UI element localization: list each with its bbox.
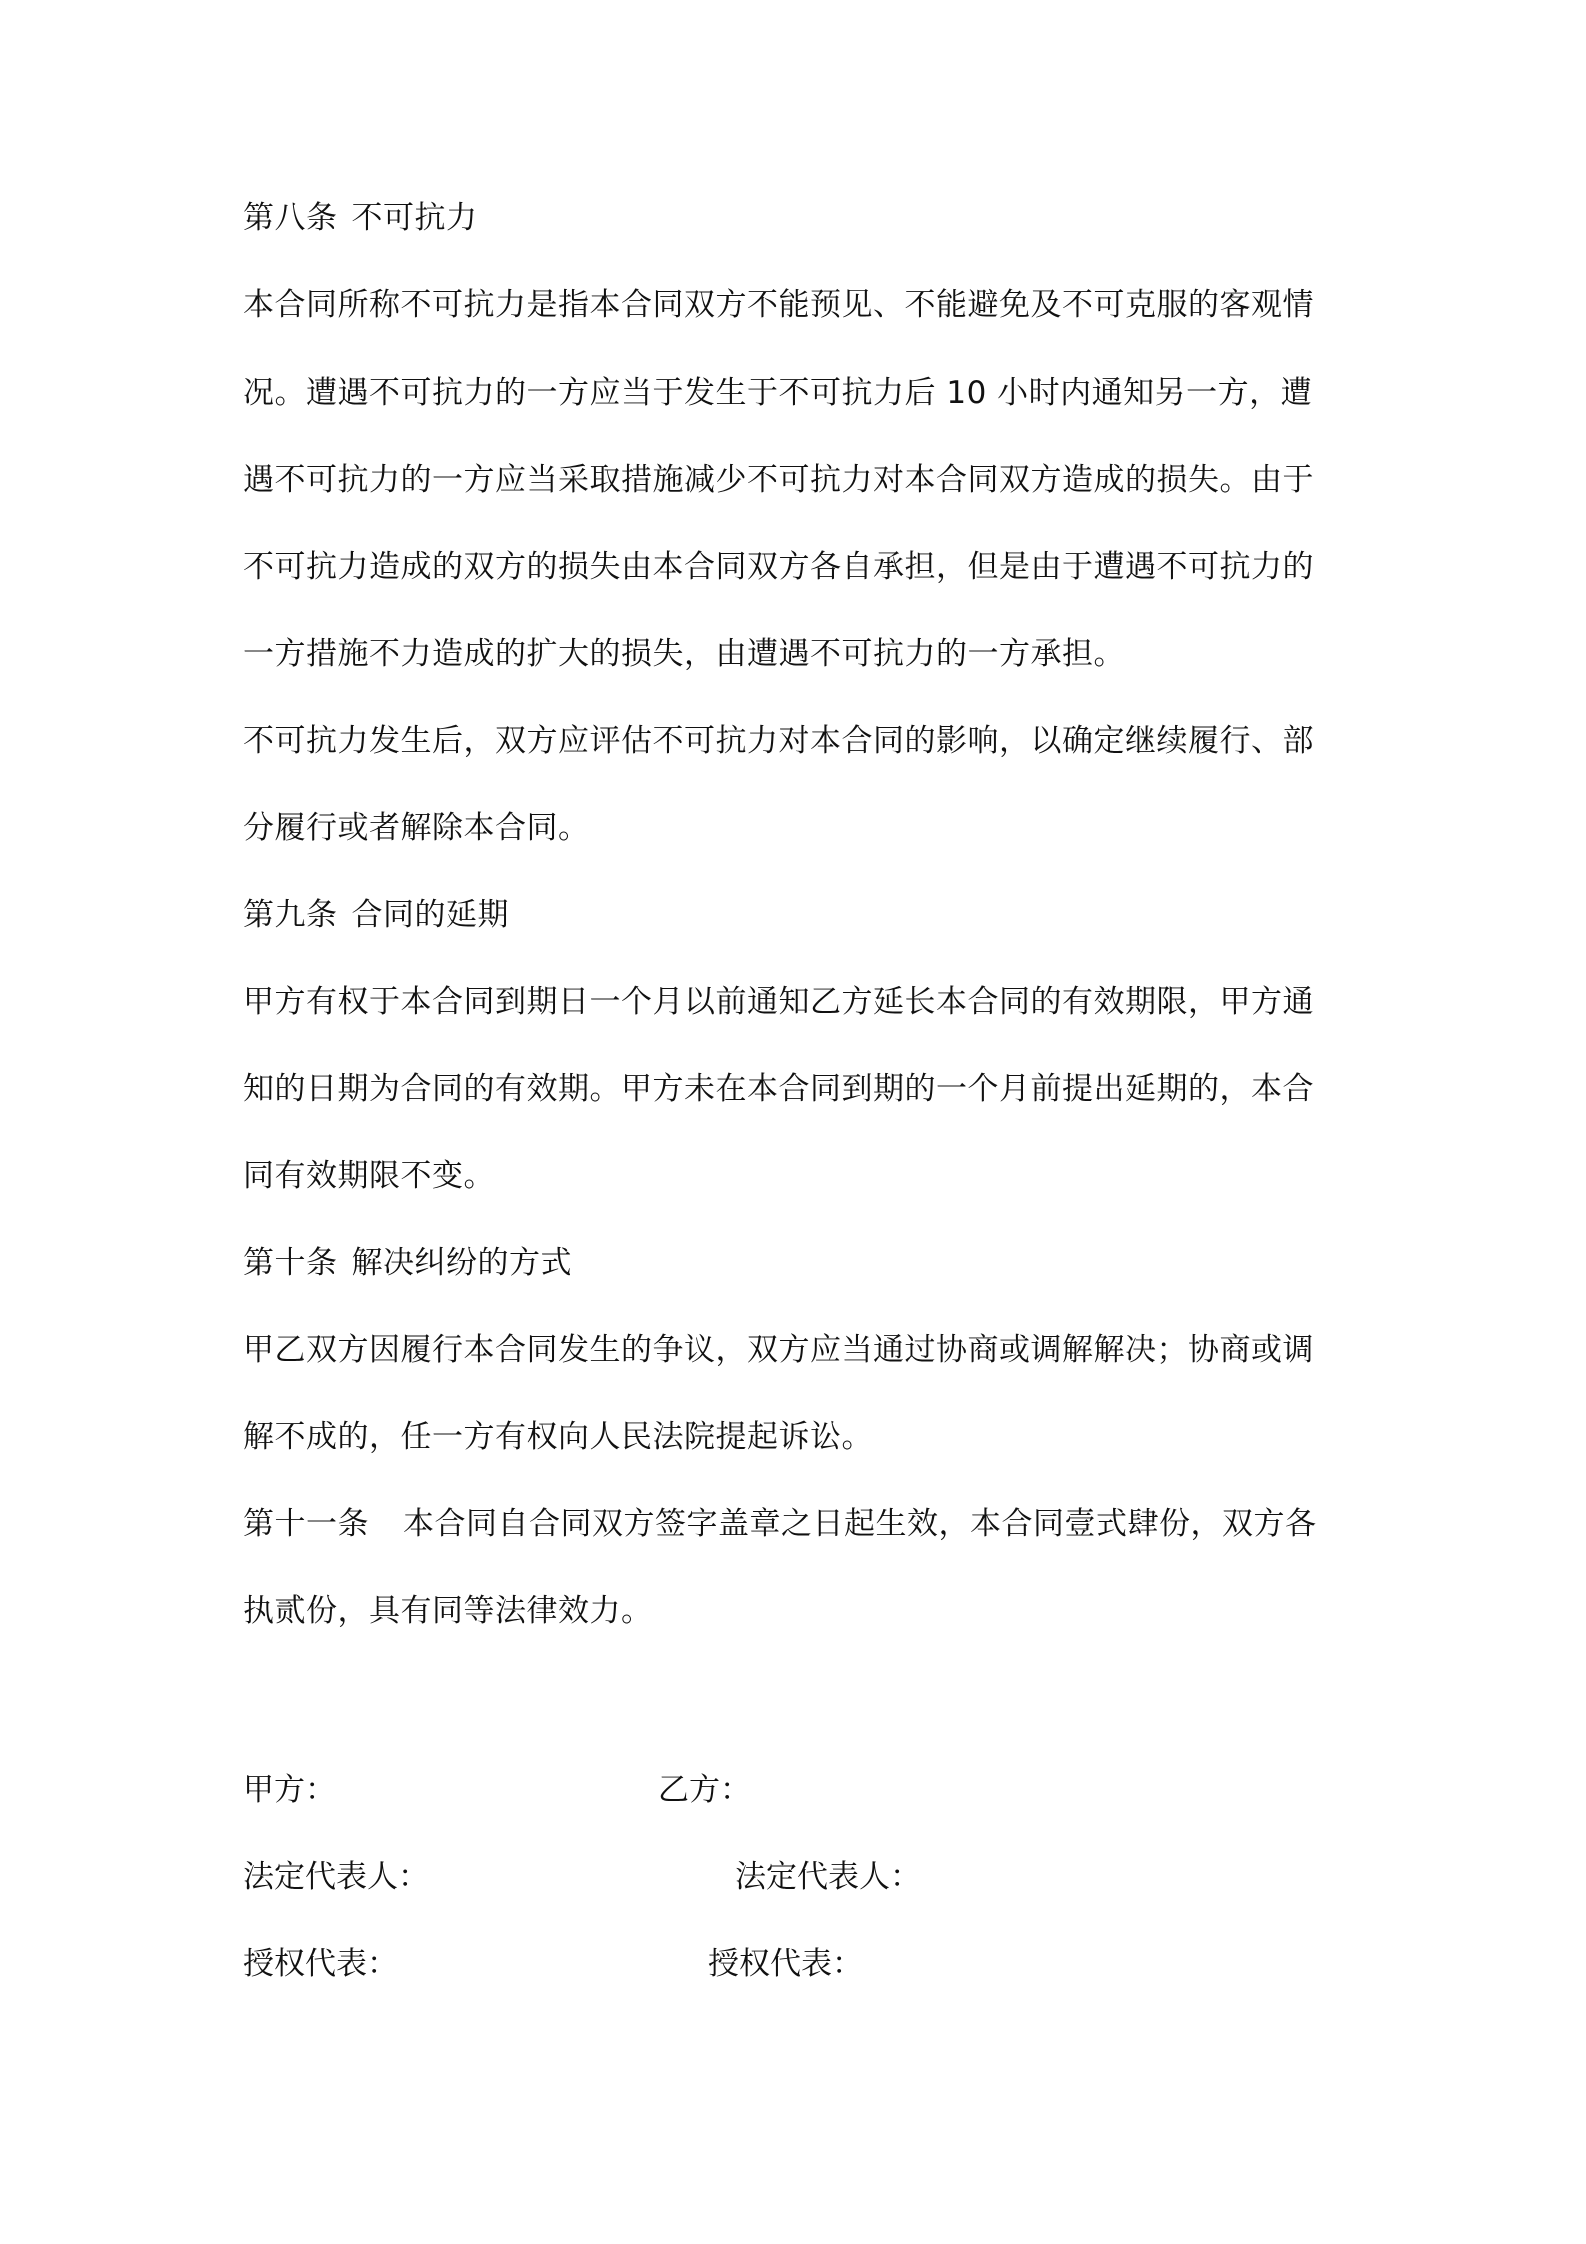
party-a-label: 甲方： xyxy=(243,1772,336,1808)
article-11-line: 执贰份，具有同等法律效力。 xyxy=(243,1593,653,1629)
article-8-line: 不可抗力造成的双方的损失由本合同双方各自承担，但是由于遭遇不可抗力的 xyxy=(243,549,1314,585)
article-8-line: 况。遭遇不可抗力的一方应当于发生于不可抗力后 10 小时内通知另一方，遭 xyxy=(243,375,1313,411)
article-number: 第九条 xyxy=(243,897,338,933)
article-title: 合同的延期 xyxy=(351,897,509,933)
article-10-line: 甲乙双方因履行本合同发生的争议，双方应当通过协商或调解解决；协商或调 xyxy=(243,1332,1314,1368)
party-a-authorized-rep: 授权代表： xyxy=(243,1946,398,1982)
article-title: 不可抗力 xyxy=(351,200,478,236)
article-title: 本合同自合同双方签字盖章之日起生效，本合同壹式肆份，双方各 xyxy=(403,1506,1317,1542)
article-11-heading xyxy=(243,1504,1317,1544)
article-number: 第八条 xyxy=(243,200,338,236)
article-10-line: 解不成的，任一方有权向人民法院提起诉讼。 xyxy=(243,1419,873,1455)
party-a-legal-rep: 法定代表人： xyxy=(243,1859,429,1895)
party-b-legal-rep: 法定代表人： xyxy=(735,1859,921,1895)
article-9-heading xyxy=(243,895,509,935)
article-number: 第十条 xyxy=(243,1245,338,1281)
article-10-heading xyxy=(243,1243,572,1283)
article-8-heading xyxy=(243,198,478,238)
party-b-authorized-rep: 授权代表： xyxy=(708,1946,863,1982)
article-9-line: 同有效期限不变。 xyxy=(243,1158,495,1194)
article-8-line: 不可抗力发生后，双方应评估不可抗力对本合同的影响，以确定继续履行、部 xyxy=(243,723,1314,759)
party-b-label: 乙方： xyxy=(658,1772,751,1808)
article-title: 解决纠纷的方式 xyxy=(351,1245,572,1281)
article-8-line: 遇不可抗力的一方应当采取措施减少不可抗力对本合同双方造成的损失。由于 xyxy=(243,462,1314,498)
article-9-line: 知的日期为合同的有效期。甲方未在本合同到期的一个月前提出延期的，本合 xyxy=(243,1071,1314,1107)
article-8-line: 分履行或者解除本合同。 xyxy=(243,810,590,846)
article-number: 第十一条 xyxy=(243,1506,369,1542)
article-9-line: 甲方有权于本合同到期日一个月以前通知乙方延长本合同的有效期限，甲方通 xyxy=(243,984,1314,1020)
article-8-line: 本合同所称不可抗力是指本合同双方不能预见、不能避免及不可克服的客观情 xyxy=(243,287,1314,323)
article-8-line: 一方措施不力造成的扩大的损失，由遭遇不可抗力的一方承担。 xyxy=(243,636,1125,672)
